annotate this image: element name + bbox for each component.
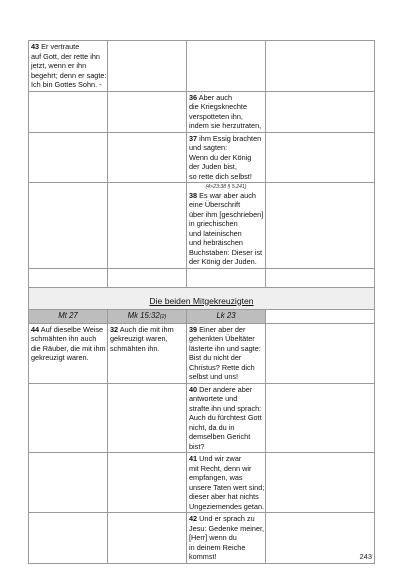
verse-number: 36 bbox=[189, 92, 198, 102]
verse-line: unsere Taten wert sind; bbox=[189, 482, 265, 492]
verse-line: begehrt; denn er sagte: bbox=[31, 70, 107, 80]
verse-line: schmähten ihn auch bbox=[31, 334, 97, 343]
verse-line: und hebräischen bbox=[189, 238, 243, 247]
verse-line: gehenkten Übeltäter bbox=[189, 334, 255, 343]
luke-cell bbox=[187, 383, 266, 453]
luke-cell bbox=[187, 183, 266, 269]
verse-line: lästerte ihn und sagte: bbox=[189, 343, 261, 353]
verse-line: die Räuber, die mit ihm bbox=[31, 343, 106, 353]
verse-line: strafte ihn und sprach: bbox=[189, 403, 262, 413]
table-row bbox=[29, 323, 375, 383]
table-row bbox=[29, 183, 375, 269]
verse-number: 44 bbox=[31, 324, 40, 334]
verse-line: bist? bbox=[189, 441, 205, 451]
mark-cell bbox=[108, 323, 187, 383]
verse-line: der Juden bist, bbox=[189, 162, 237, 171]
verse-line: Aber auch bbox=[197, 92, 233, 102]
verse-line: empfangen, was bbox=[189, 473, 243, 482]
verse-line: die Kriegsknechte bbox=[189, 102, 248, 111]
john-cell bbox=[266, 513, 375, 564]
mark-cell bbox=[108, 183, 187, 269]
empty-cell bbox=[108, 268, 187, 287]
verse-line: verspotteten ihn, bbox=[189, 111, 243, 121]
matthew-cell bbox=[29, 453, 108, 513]
header-mark bbox=[108, 309, 187, 323]
verse-line: der König der Juden. bbox=[189, 257, 257, 266]
verse-line: und sagten: bbox=[189, 143, 228, 152]
verse-line: in deinem Reiche bbox=[189, 542, 246, 552]
verse-line: mit Recht, denn wir bbox=[189, 463, 252, 473]
verse-line: nicht, da du in bbox=[189, 422, 235, 432]
verse-line: Christus? Rette dich bbox=[189, 362, 255, 372]
verse-line: schmähten ihn. bbox=[110, 343, 160, 353]
mark-cell bbox=[108, 453, 187, 513]
mark-cell bbox=[108, 383, 187, 453]
verse-line: demselben Gericht bbox=[189, 432, 251, 441]
gospel-header-row bbox=[29, 309, 375, 323]
verse-number: 37 bbox=[189, 133, 198, 143]
verse-line: in griechischen bbox=[189, 219, 238, 228]
verse-line: gekreuzigt waren. bbox=[31, 353, 89, 362]
john-cell bbox=[266, 91, 375, 132]
matthew-cell bbox=[29, 513, 108, 564]
verse-line: auf Gott, der rette ihn bbox=[31, 51, 100, 61]
header-mark-count: (2) bbox=[159, 313, 167, 320]
cross-reference: (4>23:38 § 5.241) bbox=[205, 184, 247, 190]
verse-line: kommst! bbox=[189, 552, 217, 561]
synopsis-table bbox=[28, 40, 375, 564]
spacer-row bbox=[29, 268, 375, 287]
matthew-cell bbox=[29, 132, 108, 183]
empty-cell bbox=[29, 268, 108, 287]
verse-line: Er vertraute bbox=[39, 42, 80, 51]
verse-line: so rette dich selbst! bbox=[189, 171, 252, 181]
section-heading-row bbox=[29, 287, 375, 309]
header-mark-ref: Mk 15:32 bbox=[127, 310, 160, 320]
empty-cell bbox=[266, 268, 375, 287]
synopsis-page bbox=[28, 40, 374, 564]
verse-line: dieser aber hat nichts bbox=[189, 492, 259, 501]
table-row bbox=[29, 453, 375, 513]
verse-line: Auf dieselbe Weise bbox=[39, 324, 104, 334]
verse-line: über ihm [geschrieben] bbox=[189, 209, 264, 219]
luke-cell bbox=[187, 41, 266, 92]
john-cell bbox=[266, 41, 375, 92]
verse-line: Wenn du der König bbox=[189, 152, 252, 162]
verse-line: Es war aber auch bbox=[197, 190, 256, 200]
verse-number: 41 bbox=[189, 454, 198, 463]
john-cell bbox=[266, 132, 375, 183]
verse-line: Ich bin Gottes Sohn. - bbox=[31, 80, 102, 89]
verse-line: eine Überschrift bbox=[189, 200, 241, 209]
luke-cell bbox=[187, 132, 266, 183]
john-cell bbox=[266, 183, 375, 269]
verse-line: Auch die mit ihm bbox=[118, 324, 174, 334]
verse-line: Buchstaben: Dieser ist bbox=[189, 247, 263, 257]
verse-line: [Herr] wenn du bbox=[189, 533, 237, 542]
john-cell bbox=[266, 323, 375, 383]
verse-line: ihm Essig brachten bbox=[197, 133, 262, 143]
matthew-cell bbox=[29, 383, 108, 453]
verse-line: indem sie herzutraten, bbox=[189, 121, 262, 130]
verse-number: 38 bbox=[189, 190, 198, 200]
verse-number: 40 bbox=[189, 384, 198, 394]
john-cell bbox=[266, 453, 375, 513]
mark-cell bbox=[108, 41, 187, 92]
mark-cell bbox=[108, 132, 187, 183]
verse-line: Und er sprach zu bbox=[197, 514, 255, 523]
luke-cell bbox=[187, 91, 266, 132]
empty-cell bbox=[187, 268, 266, 287]
table-row bbox=[29, 41, 375, 92]
verse-number: 42 bbox=[189, 514, 198, 523]
verse-line: und lateinischen bbox=[189, 228, 242, 238]
verse-line: gekreuzigt waren, bbox=[110, 334, 168, 343]
matthew-cell bbox=[29, 183, 108, 269]
verse-number: 32 bbox=[110, 324, 119, 334]
table-row bbox=[29, 383, 375, 453]
verse-line: Und wir zwar bbox=[197, 454, 242, 463]
verse-line: Einer aber der bbox=[197, 324, 246, 334]
verse-number: 43 bbox=[31, 42, 40, 51]
verse-line: Jesu: Gedenke meiner, bbox=[189, 523, 265, 533]
luke-cell bbox=[187, 323, 266, 383]
table-row bbox=[29, 513, 375, 564]
header-john-empty bbox=[266, 309, 375, 323]
section-title: Die beiden Mitgekreuzigten bbox=[149, 295, 254, 306]
luke-cell bbox=[187, 513, 266, 564]
verse-line: Ungeziemendes getan. bbox=[189, 501, 265, 511]
header-matthew: Mt 27 bbox=[29, 309, 108, 323]
table-row bbox=[29, 91, 375, 132]
page-number: 243 bbox=[359, 552, 372, 561]
matthew-cell bbox=[29, 323, 108, 383]
verse-line: selbst und uns! bbox=[189, 372, 239, 381]
verse-line: antwortete und bbox=[189, 394, 238, 403]
matthew-cell bbox=[29, 91, 108, 132]
verse-number: 39 bbox=[189, 324, 198, 334]
top-rows bbox=[29, 41, 375, 564]
mark-cell bbox=[108, 513, 187, 564]
verse-line: jetzt, wenn er ihn bbox=[31, 61, 87, 70]
matthew-cell bbox=[29, 41, 108, 92]
john-cell bbox=[266, 383, 375, 453]
verse-line: Bist du nicht der bbox=[189, 353, 242, 362]
section-heading-cell bbox=[29, 287, 375, 309]
verse-line: Der andere aber bbox=[197, 384, 253, 394]
verse-line: Auch du fürchtest Gott bbox=[189, 413, 262, 422]
header-luke: Lk 23 bbox=[187, 309, 266, 323]
luke-cell bbox=[187, 453, 266, 513]
table-row bbox=[29, 132, 375, 183]
mark-cell bbox=[108, 91, 187, 132]
